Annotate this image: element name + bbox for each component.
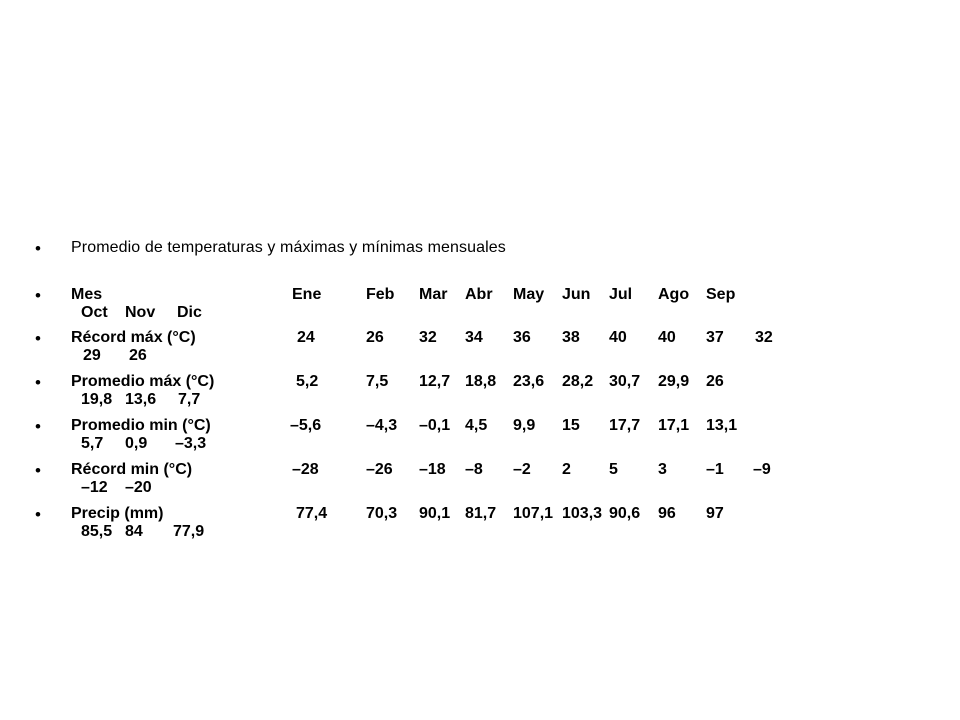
row-value-wrap: 77,9 — [173, 523, 205, 540]
row-value: 36 — [513, 329, 531, 346]
header-col: May — [513, 286, 545, 303]
row-value: 40 — [609, 329, 627, 346]
row-value: –8 — [465, 461, 483, 478]
row-value: 9,9 — [513, 417, 536, 434]
row-label: Precip (mm) — [71, 505, 164, 522]
row-value-wrap: 26 — [129, 347, 147, 364]
row-value: 40 — [658, 329, 676, 346]
header-col-wrap: Nov — [125, 304, 156, 321]
row-value-wrap: 29 — [83, 347, 101, 364]
avg-max-row — [35, 373, 935, 413]
row-value: –2 — [513, 461, 531, 478]
row-value: 13,1 — [706, 417, 738, 434]
avg-min-row — [35, 417, 935, 457]
header-col-wrap: Dic — [177, 304, 202, 321]
row-value: 15 — [562, 417, 580, 434]
row-value: 26 — [366, 329, 384, 346]
row-value: 90,6 — [609, 505, 641, 522]
row-value-wrap: 13,6 — [125, 391, 157, 408]
row-value: 29,9 — [658, 373, 690, 390]
row-value-wrap: 5,7 — [81, 435, 104, 452]
bullet-dot: • — [35, 329, 41, 348]
row-value: 4,5 — [465, 417, 488, 434]
row-value: 96 — [658, 505, 676, 522]
row-value-wrap: 19,8 — [81, 391, 113, 408]
header-row — [35, 286, 935, 326]
bullet-dot: • — [35, 239, 41, 258]
precip-row — [35, 505, 935, 545]
bullet-dot: • — [35, 286, 41, 305]
row-value-wrap: 7,7 — [178, 391, 201, 408]
row-value: –5,6 — [290, 417, 322, 434]
row-label: Promedio máx (°C) — [71, 373, 215, 390]
row-value-wrap: –20 — [125, 479, 152, 496]
row-value: 32 — [419, 329, 437, 346]
header-col: Jul — [609, 286, 633, 303]
row-value-wrap: –12 — [81, 479, 108, 496]
row-value: 97 — [706, 505, 724, 522]
row-value: –28 — [292, 461, 319, 478]
row-value: 103,3 — [562, 505, 603, 522]
row-value: 32 — [755, 329, 773, 346]
row-value: 7,5 — [366, 373, 389, 390]
row-value-wrap: 0,9 — [125, 435, 148, 452]
header-col: Ago — [658, 286, 690, 303]
row-value: 26 — [706, 373, 724, 390]
row-value: 34 — [465, 329, 483, 346]
row-value: 17,1 — [658, 417, 690, 434]
row-value: 17,7 — [609, 417, 641, 434]
bullet-dot: • — [35, 373, 41, 392]
row-value: 28,2 — [562, 373, 594, 390]
row-value: 70,3 — [366, 505, 398, 522]
row-value: 3 — [658, 461, 667, 478]
row-value: –18 — [419, 461, 446, 478]
row-value: 12,7 — [419, 373, 451, 390]
row-label: Récord máx (°C) — [71, 329, 196, 346]
header-col: Abr — [465, 286, 493, 303]
row-value: –1 — [706, 461, 724, 478]
row-value: 18,8 — [465, 373, 497, 390]
row-value: 77,4 — [296, 505, 328, 522]
row-label: Récord min (°C) — [71, 461, 193, 478]
row-value-wrap: 85,5 — [81, 523, 113, 540]
bullet-dot: • — [35, 461, 41, 480]
row-value: 2 — [562, 461, 571, 478]
row-value: 37 — [706, 329, 724, 346]
header-col-wrap: Oct — [81, 304, 108, 321]
intro-text: Promedio de temperaturas y máximas y mínimas mensuales — [71, 239, 506, 256]
row-value: 5 — [609, 461, 618, 478]
row-value-wrap: –3,3 — [175, 435, 207, 452]
row-value: –26 — [366, 461, 393, 478]
row-value: 5,2 — [296, 373, 319, 390]
row-label: Promedio min (°C) — [71, 417, 211, 434]
header-col: Jun — [562, 286, 591, 303]
row-value: –0,1 — [419, 417, 451, 434]
row-value: 90,1 — [419, 505, 451, 522]
header-col: Ene — [292, 286, 322, 303]
bullet-dot: • — [35, 505, 41, 524]
row-value: 38 — [562, 329, 580, 346]
row-value: 30,7 — [609, 373, 641, 390]
row-value: –9 — [753, 461, 771, 478]
row-value-wrap: 84 — [125, 523, 143, 540]
record-min-row — [35, 461, 935, 501]
row-value: 81,7 — [465, 505, 497, 522]
header-label: Mes — [71, 286, 103, 303]
header-col: Mar — [419, 286, 448, 303]
row-value: 107,1 — [513, 505, 554, 522]
row-value: 24 — [297, 329, 315, 346]
header-col: Feb — [366, 286, 395, 303]
record-max-row — [35, 329, 935, 369]
header-col: Sep — [706, 286, 736, 303]
row-value: 23,6 — [513, 373, 545, 390]
row-value: –4,3 — [366, 417, 398, 434]
bullet-dot: • — [35, 417, 41, 436]
